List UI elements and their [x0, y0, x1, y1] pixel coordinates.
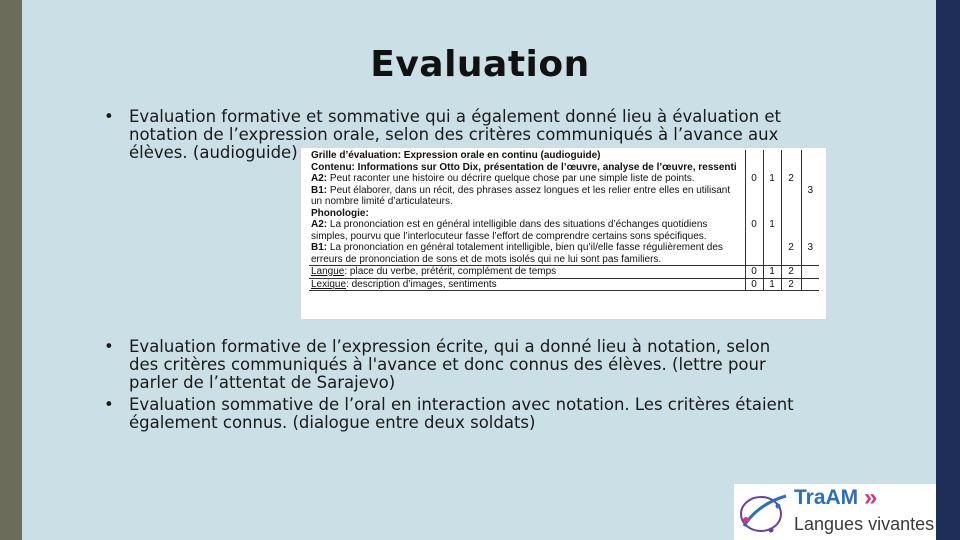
grid-score-cell: 2 [781, 242, 801, 254]
grid-score-cell: 1 [763, 266, 781, 279]
logo-subtitle: Langues vivantes [794, 514, 935, 534]
logo-arrows: » [864, 484, 878, 511]
grid-score-cell [763, 196, 781, 208]
bullet-list-bottom [104, 338, 794, 432]
grid-row-description: un nombre limité d’articulateurs. [311, 196, 453, 207]
grid-score-cell [781, 219, 801, 231]
grid-score-cell [801, 266, 819, 279]
grid-score-cell [763, 254, 781, 266]
grid-score-cell: 2 [781, 278, 801, 291]
grid-score-cell [763, 150, 781, 162]
bullet-oral-interaction: • Evaluation sommative de l’oral en interaction avec notation. Les critères étaient également connus. (dialogue entre deux soldats) [104, 396, 794, 432]
grid-row-label: A2: [311, 219, 328, 230]
grid-score-cell: 1 [763, 278, 781, 291]
grid-score-cell [781, 208, 801, 220]
grid-row-text [309, 231, 745, 243]
bullet-audioguide: • Evaluation formative et sommative qui a également donné lieu à évaluation et notation de l’expression orale, selon des critères communiqués à l’avance aux élèves. (audioguide) [104, 108, 794, 162]
grid-row-text [309, 185, 745, 197]
grid-row-description: simples, pourvu que l’interlocuteur fasse l’effort de comprendre certains sons spécifiques. [311, 230, 707, 242]
bullet-written-expression: • Evaluation formative de l’expression écrite, qui a donné lieu à notation, selon des critères communiqués à l'avance et donc connus des élèves. (lettre pour parler de l’attentat de Sarajevo) [104, 338, 794, 392]
grid-row [309, 278, 819, 291]
grid-score-cell [801, 254, 819, 266]
grid-row-text [309, 208, 745, 220]
grid-score-cell [781, 150, 801, 162]
grid-row-description: : place du verbe, prétérit, complément de temps [344, 266, 557, 277]
grid-row-label: B1: [311, 184, 328, 196]
grid-score-cell [763, 208, 781, 220]
grid-row-text [309, 242, 745, 254]
grid-score-cell [763, 242, 781, 254]
grid-row-label: Langue [311, 266, 345, 277]
grid-row [309, 196, 819, 208]
grid-score-cell [801, 196, 819, 208]
evaluation-grid-table [309, 150, 819, 291]
grid-score-cell [801, 208, 819, 220]
grid-row-description: Peut raconter une histoire ou décrire quelque chose par une simple liste de points. [327, 173, 695, 184]
grid-row [309, 150, 819, 162]
grid-row-text [309, 150, 745, 162]
grid-score-cell [801, 173, 819, 185]
grid-score-cell [745, 162, 763, 174]
grid-row-description: La prononciation en général totalement intelligible, bien qu’il/elle fasse régulièrement des [327, 242, 723, 253]
grid-score-cell: 3 [801, 242, 819, 254]
grid-score-cell [745, 208, 763, 220]
grid-row-text [309, 173, 745, 185]
grid-score-cell [801, 150, 819, 162]
grid-score-cell [781, 196, 801, 208]
grid-score-cell [801, 278, 819, 291]
grid-score-cell: 0 [745, 219, 763, 231]
grid-row-label: B1: [311, 242, 328, 253]
grid-score-cell [781, 254, 801, 266]
grid-row-label: Phonologie: [311, 207, 369, 219]
grid-score-cell [801, 231, 819, 243]
grid-row-text [309, 196, 745, 208]
grid-score-cell: 0 [745, 173, 763, 185]
grid-row-text [309, 254, 745, 266]
grid-row-description: erreurs de prononciation de sons et de mots isolés qui ne lui sont pas familiers. [311, 253, 662, 265]
grid-row-label: Lexique [311, 278, 347, 290]
grid-row [309, 266, 819, 279]
grid-row-text [309, 278, 745, 291]
grid-score-cell [763, 185, 781, 197]
grid-score-cell [745, 185, 763, 197]
logo-name: TraAM [794, 486, 859, 509]
grid-score-cell [745, 150, 763, 162]
grid-score-cell: 2 [781, 266, 801, 279]
grid-row-label: Contenu: [311, 161, 355, 173]
grid-score-cell [801, 162, 819, 174]
grid-score-cell [781, 185, 801, 197]
grid-row [309, 219, 819, 231]
grid-row [309, 242, 819, 254]
grid-row-text [309, 219, 745, 231]
grid-score-cell [745, 242, 763, 254]
evaluation-grid-image [300, 147, 827, 320]
grid-row [309, 162, 819, 174]
grid-row [309, 185, 819, 197]
grid-score-cell [745, 254, 763, 266]
grid-score-cell: 2 [781, 173, 801, 185]
traam-logo [734, 484, 936, 540]
grid-row-description: : description d’images, sentiments [346, 278, 497, 290]
grid-score-cell [763, 162, 781, 174]
grid-row-text [309, 266, 745, 279]
grid-score-cell [763, 231, 781, 243]
grid-score-cell [745, 196, 763, 208]
grid-row-text [309, 162, 745, 174]
grid-score-cell [781, 231, 801, 243]
grid-score-cell: 1 [763, 219, 781, 231]
grid-score-cell: 1 [763, 173, 781, 185]
grid-score-cell: 3 [801, 185, 819, 197]
grid-score-cell: 0 [745, 266, 763, 279]
grid-row [309, 173, 819, 185]
grid-row-description: Peut élaborer, dans un récit, des phrases assez longues et les relier entre elles en utilisant [327, 184, 731, 196]
grid-row-label: A2: [311, 173, 328, 184]
grid-score-cell [801, 219, 819, 231]
grid-row [309, 208, 819, 220]
grid-row-description: Informations sur Otto Dix, présentation de l’œuvre, analyse de l’œuvre, ressenti [354, 161, 737, 173]
grid-score-cell: 0 [745, 278, 763, 291]
grid-score-cell [781, 162, 801, 174]
grid-row-description: La prononciation est en général intelligible dans des situations d’échanges quotidiens [327, 219, 708, 230]
grid-row-label: Grille d’évaluation: [311, 150, 402, 161]
grid-row [309, 231, 819, 243]
grid-row-description: Expression orale en continu (audioguide) [401, 150, 601, 161]
grid-score-cell [745, 231, 763, 243]
traam-logo-icon [736, 486, 792, 538]
grid-row [309, 254, 819, 266]
slide-title: Evaluation [370, 44, 590, 85]
